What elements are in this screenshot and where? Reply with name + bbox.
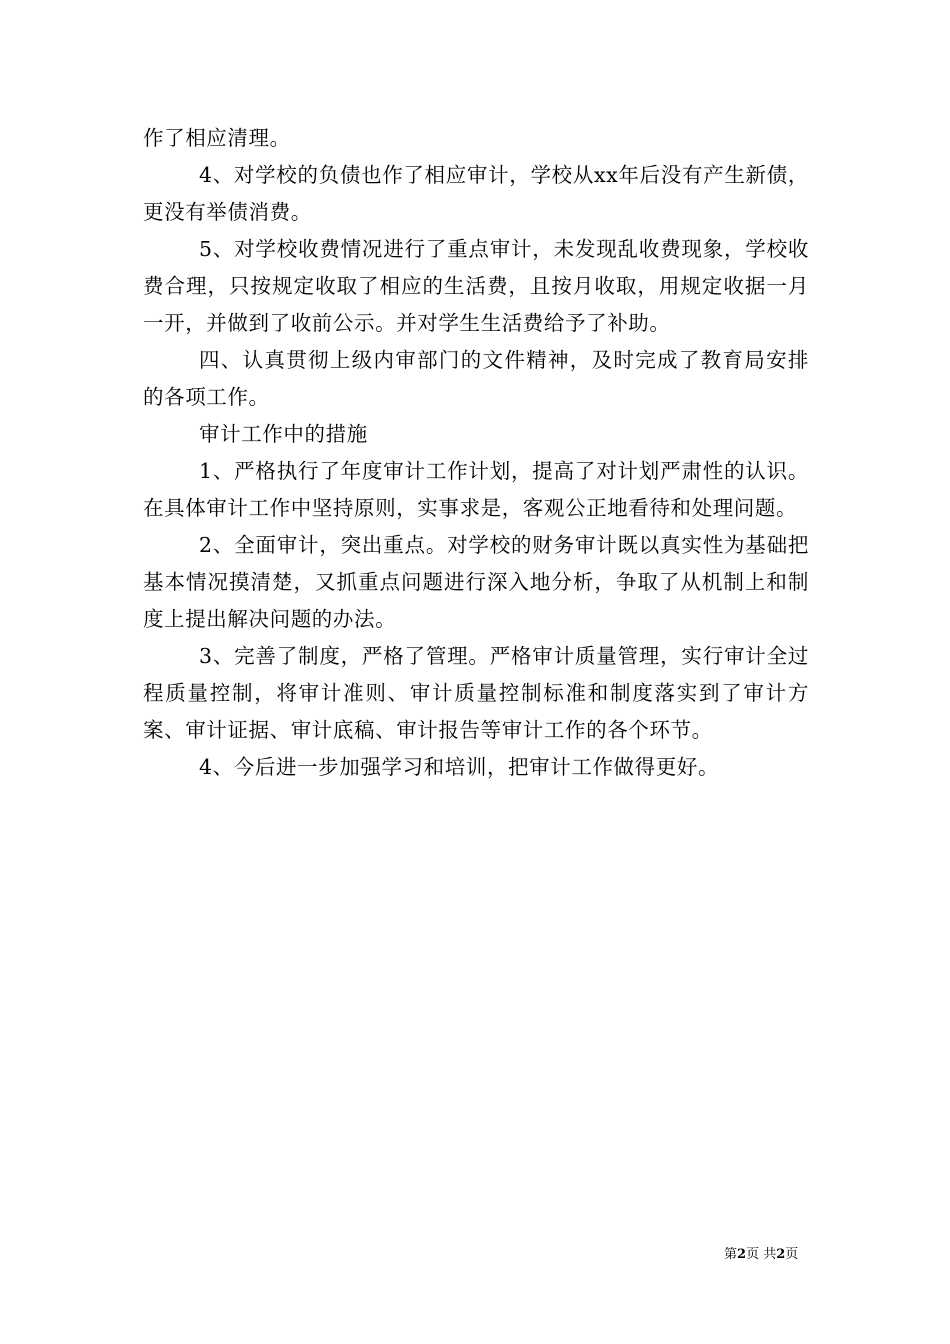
footer-suffix: 页 — [785, 1247, 799, 1262]
paragraph-fee-audit: 5、对学校收费情况进行了重点审计，未发现乱收费现象，学校收费合理，只按规定收取了相应的生活费，且按月收取，用规定收据一月一开，并做到了收前公示。并对学生生活费给予了补助。 — [143, 237, 809, 335]
paragraph-section-four: 四、认真贯彻上级内审部门的文件精神，及时完成了教育局安排的各项工作。 — [143, 348, 809, 409]
document-body — [143, 120, 809, 786]
paragraph-measure-2: 2、全面审计，突出重点。对学校的财务审计既以真实性为基础把基本情况摸清楚，又抓重点问题进行深入地分析，争取了从机制上和制度上提出解决问题的办法。 — [143, 533, 809, 631]
paragraph-measure-1: 1、严格执行了年度审计工作计划，提高了对计划严肃性的认识。在具体审计工作中坚持原则，实事求是，客观公正地看待和处理问题。 — [143, 459, 809, 520]
footer-total-pages: 2 — [776, 1247, 786, 1262]
paragraph-measure-4: 4、今后进一步加强学习和培训，把审计工作做得更好。 — [199, 755, 720, 779]
footer-prefix: 第 — [724, 1247, 738, 1262]
paragraph-continuation: 作了相应清理。 — [143, 126, 291, 150]
paragraph-debt-audit: 4、对学校的负债也作了相应审计，学校从xx年后没有产生新债，更没有举债消费。 — [143, 163, 809, 224]
paragraph-measure-3: 3、完善了制度，严格了管理。严格审计质量管理，实行审计全过程质量控制，将审计准则、审计质量控制标准和制度落实到了审计方案、审计证据、审计底稿、审计报告等审计工作的各个环节。 — [143, 644, 809, 742]
page-number-footer — [724, 1247, 798, 1263]
section-heading-measures: 审计工作中的措施 — [199, 422, 368, 446]
footer-middle: 页 共 — [746, 1247, 777, 1262]
footer-current-page: 2 — [737, 1247, 747, 1262]
